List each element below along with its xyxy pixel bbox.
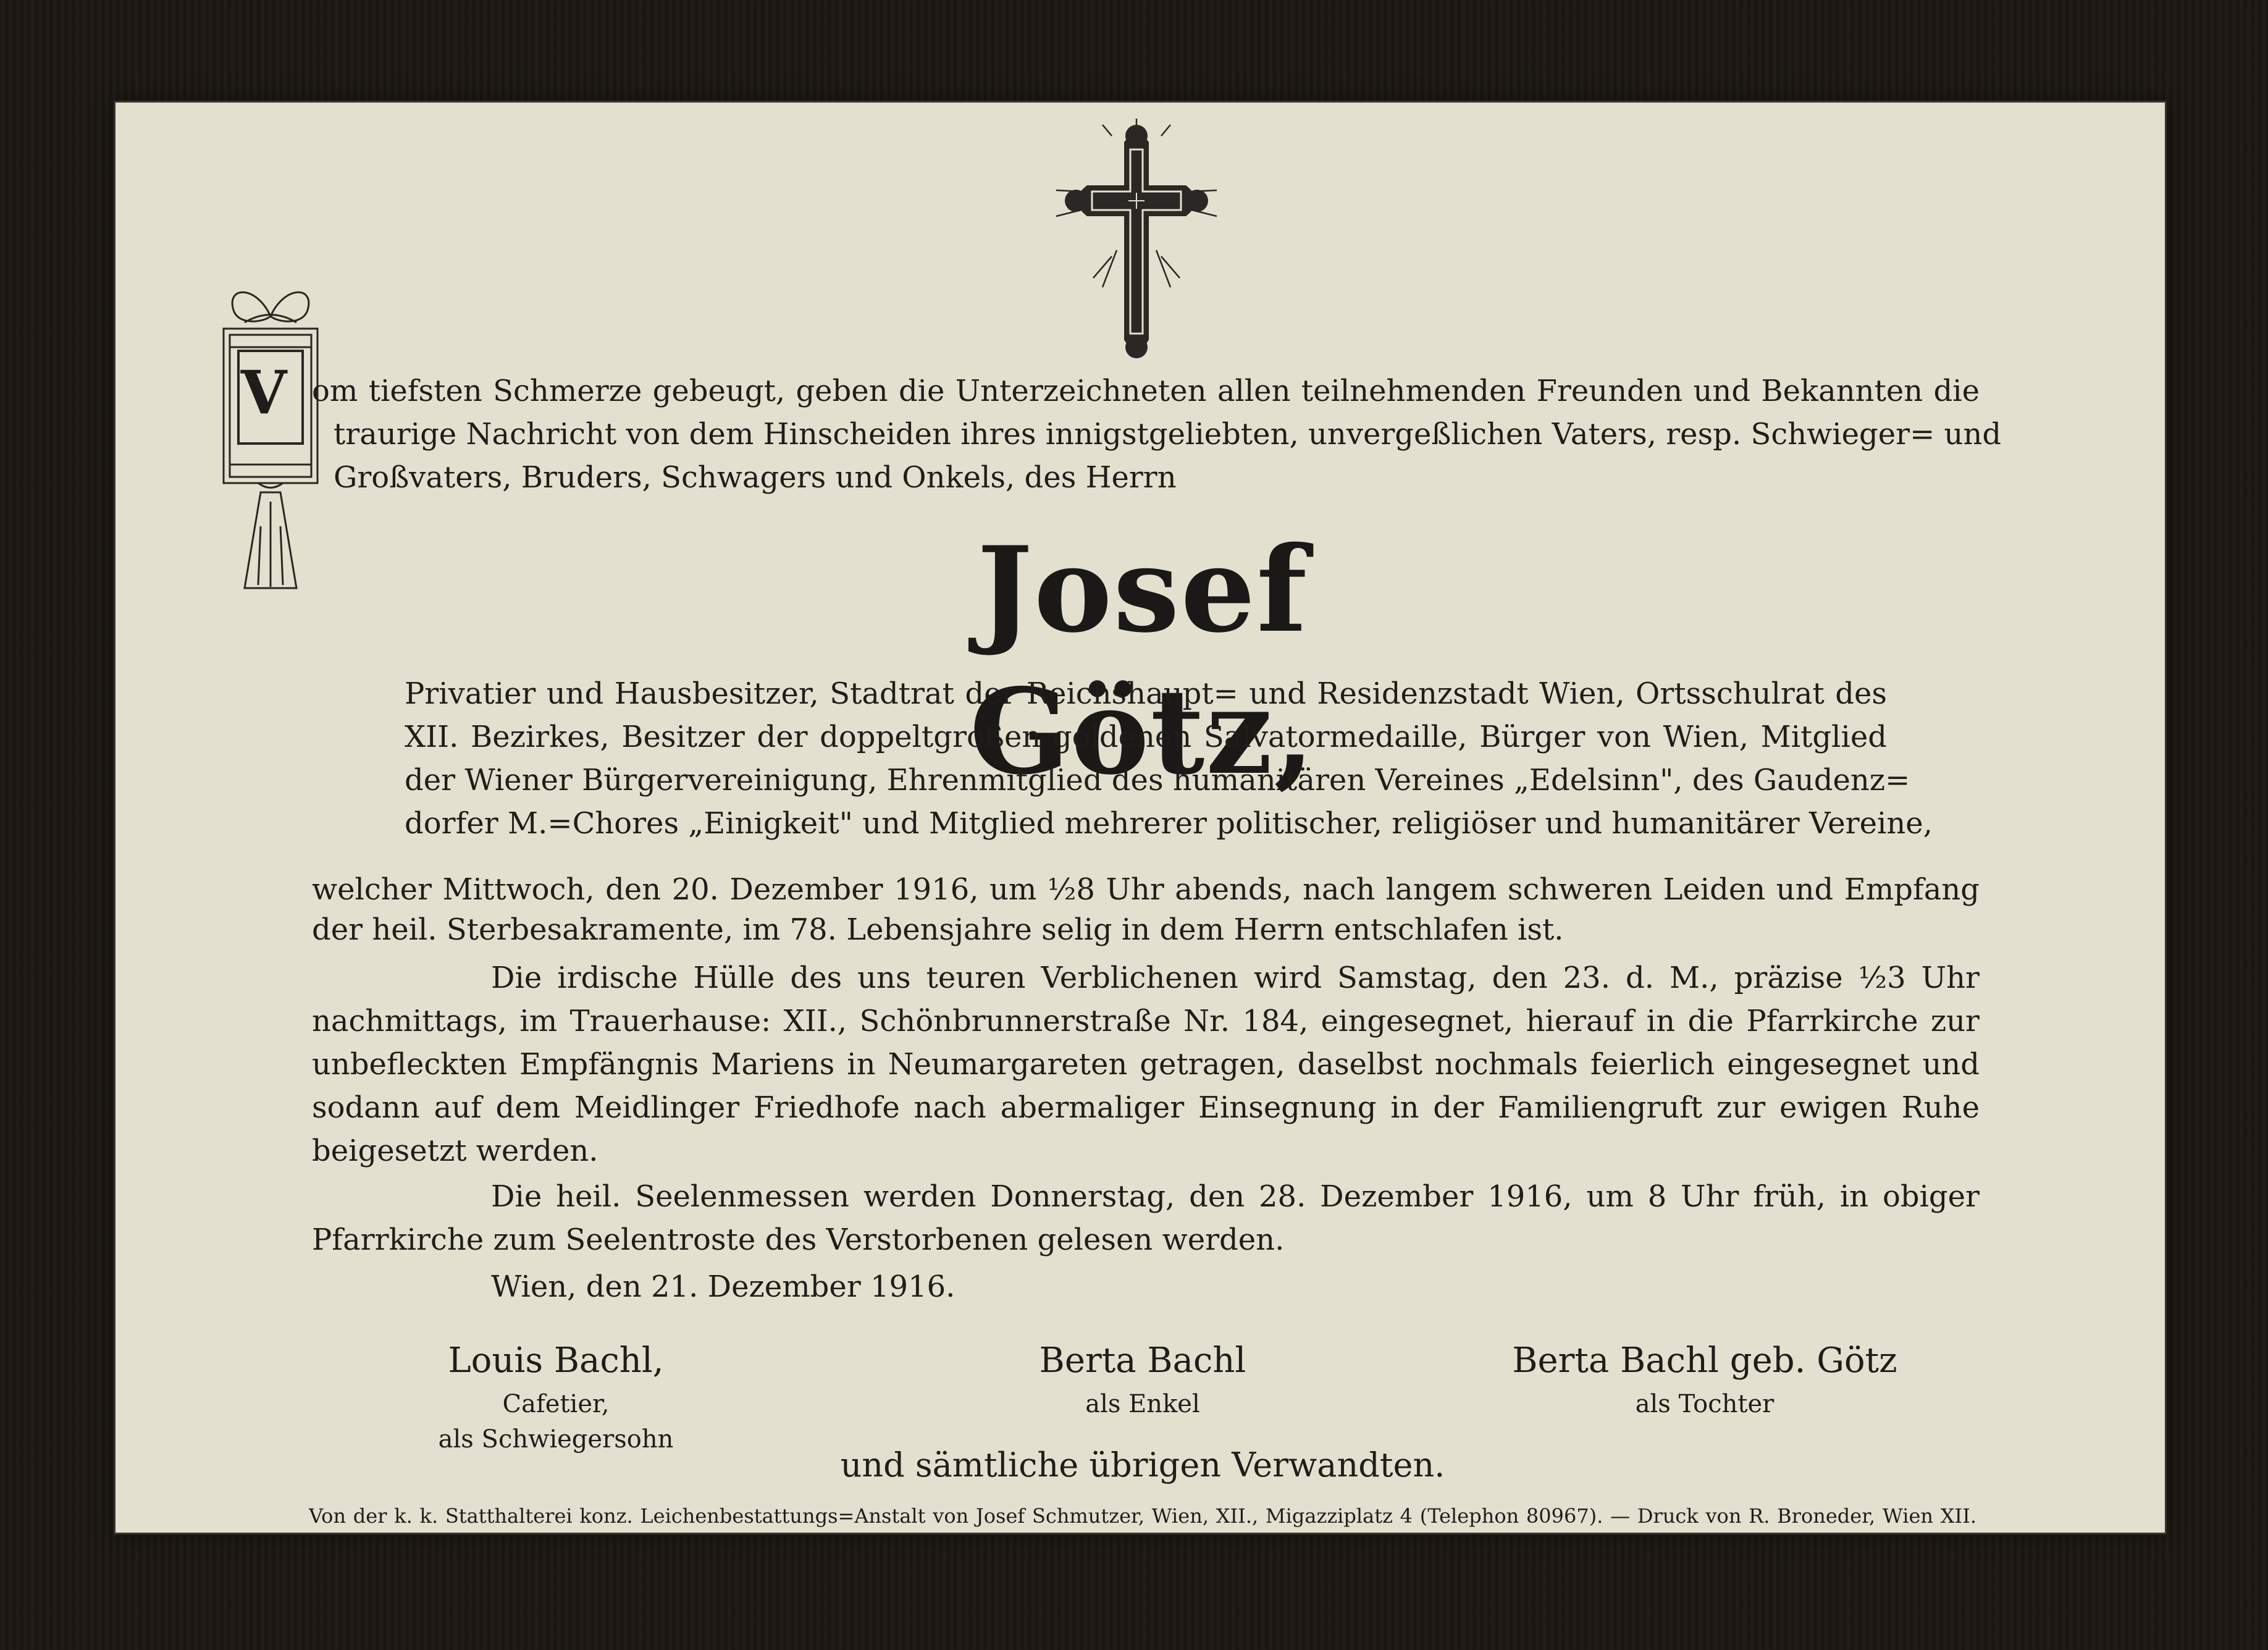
intro-line: om tiefsten Schmerze gebeugt, geben die Unterzeichneten allen teilnehmenden Freunden und Bekannten die — [312, 374, 1980, 408]
printer-footer: Von der k. k. Statthalterei konz. Leichenbestattungs=Anstalt von Josef Schmutzer, Wien, XII., Migazziplatz 4 (Telephon 80967). — Druck von R. Broneder, Wien XII. — [309, 1504, 1976, 1528]
body-line: der heil. Sterbesakramente, im 78. Lebensjahre selig in dem Herrn entschlafen ist. — [312, 912, 1564, 947]
closing-line: und sämtliche übrigen Verwandten. — [840, 1446, 1445, 1484]
initial-letter: V — [240, 358, 287, 427]
body-line: nachmittags, im Trauerhause: XII., Schönbrunnerstraße Nr. 184, eingesegnet, hierauf in die Pfarrkirche zur — [312, 1004, 1980, 1038]
body-line: Pfarrkirche zum Seelentroste des Verstorbenen gelesen werden. — [312, 1223, 1285, 1257]
titles-line: Privatier und Hausbesitzer, Stadtrat der Reichshaupt= und Residenzstadt Wien, Ortsschulrat des — [405, 676, 1887, 711]
body-line: Die irdische Hülle des uns teuren Verblichenen wird Samstag, den 23. d. M., präzise ½3 Uhr — [491, 961, 1980, 995]
titles-line: XII. Bezirkes, Besitzer der doppeltgroßen goldenen Salvatormedaille, Bürger von Wien, Mitglied — [405, 720, 1887, 754]
signatory-role: Cafetier, — [502, 1390, 610, 1418]
body-line: beigesetzt werden. — [312, 1134, 598, 1168]
signatory-name: Berta Bachl geb. Götz — [1512, 1341, 1897, 1381]
signatory-role: als Schwiegersohn — [438, 1425, 674, 1454]
deceased-name: Josef Götz, — [969, 521, 1316, 801]
intro-line: Großvaters, Bruders, Schwagers und Onkels, des Herrn — [334, 460, 1177, 495]
intro-line: traurige Nachricht von dem Hinscheiden ihres innigstgeliebten, unvergeßlichen Vaters, resp. Schwieger= und — [334, 417, 2002, 452]
titles-line: der Wiener Bürgervereinigung, Ehrenmitglied des humanitären Vereines „Edelsinn", des Gaudenz= — [405, 763, 1910, 798]
body-line: Die heil. Seelenmessen werden Donnerstag, den 28. Dezember 1916, um 8 Uhr früh, in obiger — [491, 1179, 1980, 1214]
body-line: welcher Mittwoch, den 20. Dezember 1916, um ½8 Uhr abends, nach langem schweren Leiden und Empfang — [312, 872, 1980, 907]
signatory-name: Berta Bachl — [1039, 1341, 1246, 1381]
body-line: sodann auf dem Meidlinger Friedhofe nach abermaliger Einsegnung in der Familiengruft zur ewigen Ruhe — [312, 1090, 1980, 1125]
signatory-role: als Tochter — [1635, 1390, 1774, 1418]
body-line: unbefleckten Empfängnis Mariens in Neumargareten getragen, daselbst nochmals feierlich eingesegnet und — [312, 1047, 1980, 1082]
place-date-line: Wien, den 21. Dezember 1916. — [491, 1269, 956, 1304]
signatory-name: Louis Bachl, — [448, 1341, 664, 1381]
signatory-role: als Enkel — [1085, 1390, 1200, 1418]
titles-line: dorfer M.=Chores „Einigkeit" und Mitglied mehrerer politischer, religiöser und humanitärer Vereine, — [405, 806, 1933, 841]
